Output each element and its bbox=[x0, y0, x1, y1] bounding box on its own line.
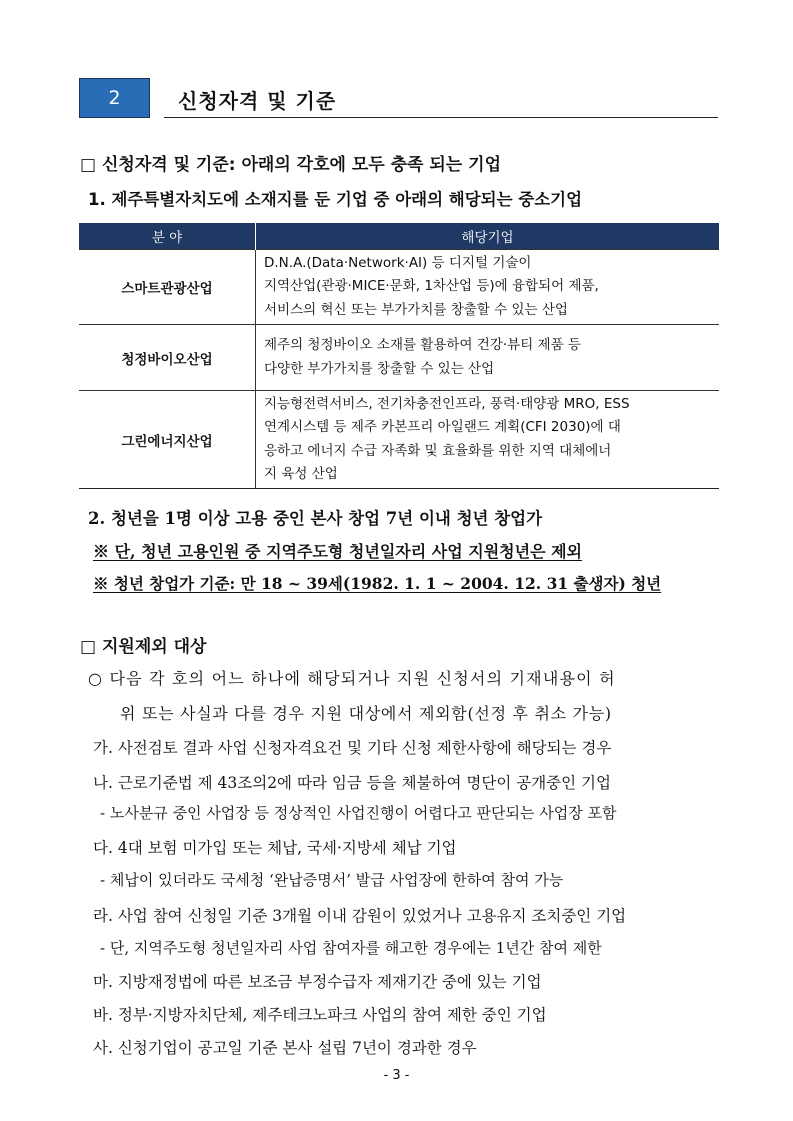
section-title-rule bbox=[164, 117, 718, 118]
table-header-field: 분 야 bbox=[79, 223, 256, 250]
table-header-row bbox=[79, 223, 719, 250]
description-line: D.N.A.(Data·Network·AI) 등 디지털 기술이 bbox=[264, 254, 532, 271]
table-row bbox=[79, 250, 719, 325]
exclusion-intro-line-2: 위 또는 사실과 다를 경우 지원 대상에서 제외함(선정 후 취소 가능) bbox=[120, 704, 612, 723]
table-row bbox=[79, 325, 719, 391]
section-title: 신청자격 및 기준 bbox=[178, 89, 337, 113]
table-header-company: 해당기업 bbox=[256, 223, 720, 250]
table-cell-category: 청정바이오산업 bbox=[79, 325, 256, 391]
table-cell-category: 스마트관광산업 bbox=[79, 250, 256, 325]
eligibility-note-2: ※ 청년 창업가 기준: 만 18 ~ 39세(1982. 1. 1 ~ 2004. 12. 31 출생자) 청년 bbox=[93, 574, 662, 593]
exclusion-subitem: - 체납이 있더라도 국세청 ‘완납증명서’ 발급 사업장에 한하여 참여 가능 bbox=[100, 871, 564, 889]
table-row bbox=[79, 391, 719, 489]
description-line: 응하고 에너지 수급 자족화 및 효율화를 위한 지역 대체에너 bbox=[264, 442, 612, 459]
section-number-badge: 2 bbox=[79, 78, 150, 118]
table-cell-description bbox=[256, 325, 720, 391]
eligibility-item-1: 1. 제주특별자치도에 소재지를 둔 기업 중 아래의 해당되는 중소기업 bbox=[88, 190, 583, 209]
exclusion-heading: □ 지원제외 대상 bbox=[80, 637, 207, 657]
exclusion-item: 나. 근로기준법 제 43조의2에 따라 임금 등을 체불하여 명단이 공개중인 기업 bbox=[93, 774, 612, 792]
table-cell-category: 그린에너지산업 bbox=[79, 391, 256, 489]
eligibility-item-2: 2. 청년을 1명 이상 고용 중인 본사 창업 7년 이내 청년 창업가 bbox=[88, 509, 543, 528]
exclusion-item: 라. 사업 참여 신청일 기준 3개월 이내 감원이 있었거나 고용유지 조치중인 기업 bbox=[93, 907, 627, 925]
description-line: 지능형전력서비스, 전기차충전인프라, 풍력·태양광 MRO, ESS bbox=[264, 395, 630, 412]
page-number: - 3 - bbox=[383, 1068, 410, 1083]
eligibility-note-1: ※ 단, 청년 고용인원 중 지역주도형 청년일자리 사업 지원청년은 제외 bbox=[93, 542, 583, 561]
exclusion-item: 사. 신청기업이 공고일 기준 본사 설립 7년이 경과한 경우 bbox=[93, 1039, 477, 1057]
table-cell-description bbox=[256, 250, 720, 325]
exclusion-item: 다. 4대 보험 미가입 또는 체납, 국세·지방세 체납 기업 bbox=[93, 839, 457, 857]
eligible-industry-table bbox=[79, 223, 719, 489]
description-line: 제주의 청정바이오 소재를 활용하여 건강·뷰티 제품 등 bbox=[264, 337, 581, 353]
description-line: 서비스의 혁신 또는 부가가치를 창출할 수 있는 산업 bbox=[264, 301, 568, 318]
exclusion-item: 마. 지방재정법에 따른 보조금 부정수급자 제재기간 중에 있는 기업 bbox=[93, 973, 542, 991]
description-line: 다양한 부가가치를 창출할 수 있는 산업 bbox=[264, 360, 495, 377]
description-line: 지 육성 산업 bbox=[264, 466, 338, 482]
description-line: 연계시스템 등 제주 카본프리 아일랜드 계획(CFI 2030)에 대 bbox=[264, 419, 621, 435]
exclusion-item: 바. 정부·지방자치단체, 제주테크노파크 사업의 참여 제한 중인 기업 bbox=[93, 1006, 547, 1024]
exclusion-item: 가. 사전검토 결과 사업 신청자격요건 및 기타 신청 제한사항에 해당되는 경우 bbox=[93, 739, 612, 757]
table-cell-description bbox=[256, 391, 720, 489]
exclusion-subitem: - 노사분규 중인 사업장 등 정상적인 사업진행이 어렵다고 판단되는 사업장 포함 bbox=[100, 804, 617, 822]
description-line: 지역산업(관광·MICE·문화, 1차산업 등)에 융합되어 제품, bbox=[264, 278, 599, 295]
eligibility-heading: □ 신청자격 및 기준: 아래의 각호에 모두 충족 되는 기업 bbox=[80, 155, 501, 175]
exclusion-intro-line-1: ○ 다음 각 호의 어느 하나에 해당되거나 지원 신청서의 기재내용이 허 bbox=[88, 669, 616, 688]
exclusion-subitem: - 단, 지역주도형 청년일자리 사업 참여자를 해고한 경우에는 1년간 참여 제한 bbox=[100, 939, 602, 957]
